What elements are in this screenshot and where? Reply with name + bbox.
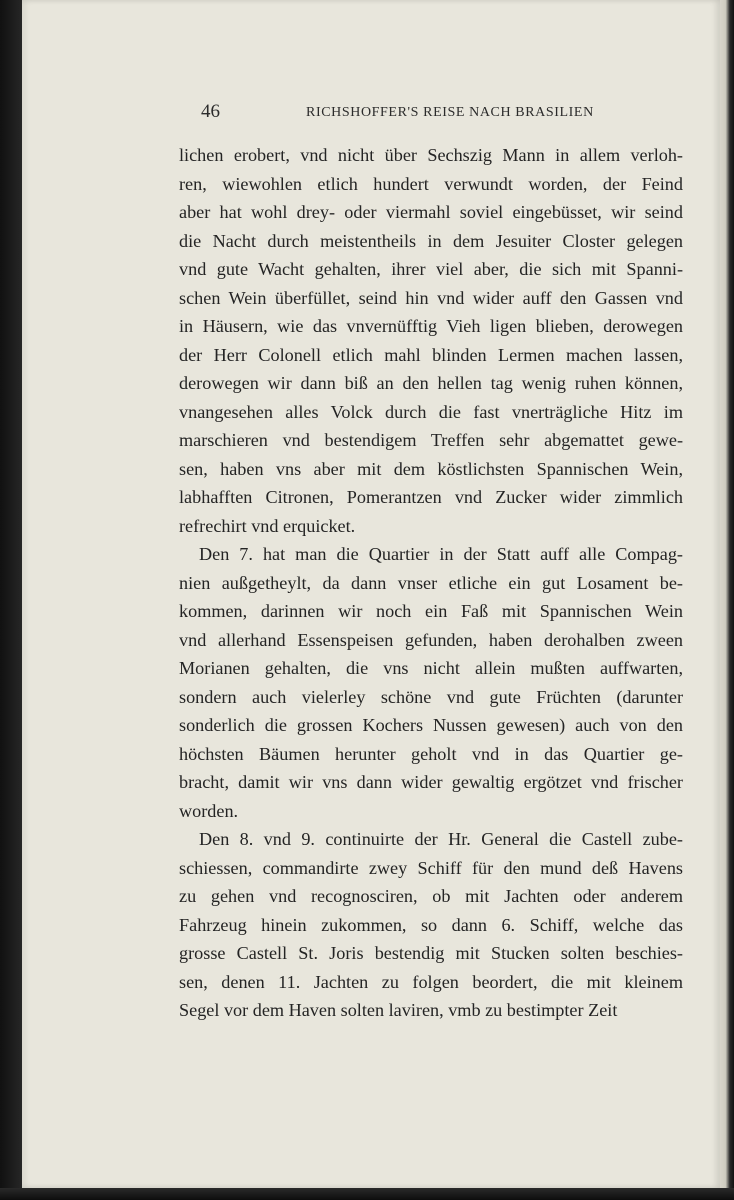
text-line: labhafften Citronen, Pomerantzen vnd Zucker wider zimmlich: [179, 487, 683, 507]
text-line: der Herr Colonell etlich mahl blinden Lermen machen lassen,: [179, 344, 683, 365]
text-line: vnd allerhand Essenspeisen gefunden, haben derohalben zween: [179, 629, 683, 650]
text-line: refrechirt vnd erquicket.: [179, 515, 356, 536]
text-line: bracht, damit wir vns dann wider gewaltig ergötzet vnd frischer: [179, 772, 683, 792]
text-line: Den 7. hat man die Quartier in der Statt auff alle Compag-: [199, 544, 683, 564]
scan-left-edge: [0, 0, 22, 1200]
text-line: die Nacht durch meistentheils in dem Jesuiter Closter gelegen: [179, 230, 683, 251]
text-line: worden.: [179, 800, 239, 821]
paragraph: [179, 141, 683, 540]
text-line: nien außgetheylt, da dann vnser etliche ein gut Losament be-: [179, 572, 683, 593]
text-line: kommen, darinnen wir noch ein Faß mit Spannischen Wein: [179, 601, 683, 621]
text-line: vnd gute Wacht gehalten, ihrer viel aber, die sich mit Spanni-: [179, 259, 683, 279]
text-line: grosse Castell St. Joris bestendig mit Stucken solten beschies-: [179, 943, 683, 963]
page-number: 46: [201, 101, 220, 122]
text-line: Den 8. vnd 9. continuirte der Hr. General die Castell zube-: [199, 829, 683, 849]
text-line: derowegen wir dann biß an den hellen tag wenig ruhen können,: [179, 373, 683, 393]
text-line: lichen erobert, vnd nicht über Sechszig Mann in allem verloh-: [179, 145, 683, 165]
text-line: sen, haben vns aber mit dem köstlichsten Spannischen Wein,: [179, 458, 683, 479]
body-text: [179, 141, 683, 1025]
text-line: schen Wein überfüllet, seind hin vnd wider auff den Gassen vnd: [179, 287, 683, 308]
text-line: Segel vor dem Haven solten laviren, vmb zu bestimpter Zeit: [179, 1000, 618, 1020]
text-line: zu gehen vnd recognosciren, ob mit Jachten oder anderem: [179, 886, 683, 906]
text-line: Morianen gehalten, die vns nicht allein mußten auffwarten,: [179, 658, 683, 678]
text-line: schiessen, commandirte zwey Schiff für den mund deß Havens: [179, 857, 683, 878]
text-line: vnangesehen alles Volck durch die fast vnerträgliche Hitz im: [179, 401, 683, 422]
text-line: aber hat wohl drey- oder viermahl soviel eingebüsset, wir seind: [179, 202, 683, 222]
text-line: höchsten Bäumen herunter geholt vnd in das Quartier ge-: [179, 743, 683, 764]
text-line: sondern auch vielerley schöne vnd gute Früchten (darunter: [179, 686, 683, 707]
text-line: sen, denen 11. Jachten zu folgen beordert, die mit kleinem: [179, 971, 683, 992]
paragraph: [179, 540, 683, 825]
paragraph: [179, 825, 683, 1025]
page-header: [201, 101, 731, 127]
text-line: in Häusern, wie das vnvernüfftig Vieh ligen blieben, derowegen: [179, 316, 683, 336]
running-title: RICHSHOFFER'S REISE NACH BRASILIEN: [306, 105, 594, 120]
scan-right-edge: [720, 0, 734, 1200]
text-line: marschieren vnd bestendigem Treffen sehr abgemattet gewe-: [179, 430, 683, 450]
text-line: ren, wiewohlen etlich hundert verwundt worden, der Feind: [179, 173, 683, 194]
text-line: sonderlich die grossen Kochers Nussen gewesen) auch von den: [179, 715, 683, 735]
scan-bottom-edge: [0, 1188, 734, 1200]
text-line: Fahrzeug hinein zukommen, so dann 6. Schiff, welche das: [179, 914, 683, 935]
